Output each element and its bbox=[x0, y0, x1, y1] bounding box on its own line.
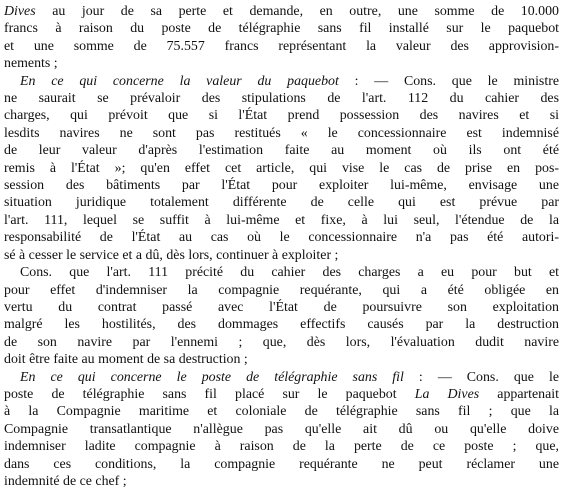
text-segment: au jour de sa perte et demande, en outre, une somme de 10.000 bbox=[35, 4, 559, 19]
text-segment: dans ces conditions, la compagnie requérante ne peut réclamer une bbox=[4, 456, 559, 472]
italic-text: En ce qui concerne le poste de télégraphie sans fil bbox=[20, 369, 404, 385]
text-segment: indemniser ladite compagnie à raison de la perte de ce poste ; que, bbox=[4, 439, 559, 455]
text-line bbox=[4, 160, 559, 177]
text-line bbox=[4, 177, 559, 194]
text-segment: indemnité de ce chef ; bbox=[4, 473, 127, 489]
text-line bbox=[4, 351, 559, 368]
text-line bbox=[4, 438, 559, 455]
text-segment: vertu du contrat passé avec l'État de poursuivre son exploitation bbox=[4, 299, 559, 315]
text-segment: : — Cons. que le bbox=[403, 369, 559, 385]
text-line bbox=[4, 264, 559, 281]
text-segment: charges, qui prévoit que si l'État prend possession des navires et si bbox=[4, 108, 559, 124]
text-segment: session des bâtiments par l'État pour exploiter lui-même, envisage une bbox=[4, 178, 559, 194]
paragraph bbox=[4, 264, 559, 368]
text-line bbox=[4, 107, 559, 124]
text-segment: remis à l'État »; qu'en effet cet article, qui vise le cas de prise en pos- bbox=[4, 160, 559, 176]
text-segment: responsabilité de l'État au cas où le concessionnaire n'a pas été autori- bbox=[4, 230, 559, 246]
text-line bbox=[4, 247, 559, 264]
text-line bbox=[4, 38, 559, 55]
text-segment: : — Cons. que le ministre bbox=[338, 73, 559, 89]
italic-text: La Dives bbox=[414, 386, 480, 402]
paragraph bbox=[4, 369, 559, 490]
paragraph bbox=[4, 73, 559, 264]
text-segment: de son navire par l'ennemi ; que, dès lors, l'évaluation dudit navire bbox=[4, 334, 559, 350]
text-line bbox=[4, 3, 559, 20]
text-line bbox=[4, 403, 559, 420]
text-line bbox=[4, 316, 559, 333]
italic-text: En ce qui concerne la valeur du paquebot bbox=[20, 73, 339, 89]
text-segment: sé à cesser le service et a dû, dès lors, continuer à exploiter ; bbox=[4, 247, 339, 263]
text-line bbox=[4, 421, 559, 438]
text-line bbox=[4, 212, 559, 229]
text-line bbox=[4, 55, 559, 72]
text-segment: lesdits navires ne sont pas restitués « le concessionnaire est indemnisé bbox=[4, 125, 559, 141]
text-segment: ne saurait se prévaloir des stipulations de l'art. 112 du cahier des bbox=[4, 91, 559, 107]
text-segment: l'art. 111, lequel se suffit à lui-même et fixe, à lui seul, l'étendue de la bbox=[4, 212, 559, 228]
italic-text: Dives bbox=[4, 4, 36, 19]
text-line bbox=[4, 194, 559, 211]
text-line bbox=[4, 142, 559, 159]
text-line bbox=[4, 73, 559, 90]
text-line bbox=[4, 473, 559, 490]
text-segment: francs à raison du poste de télégraphie sans fil installé sur le paquebot bbox=[4, 21, 559, 37]
text-segment: et une somme de 75.557 francs représentant la valeur des approvision- bbox=[4, 38, 559, 54]
text-line bbox=[4, 334, 559, 351]
paragraph bbox=[4, 3, 559, 73]
text-line bbox=[4, 299, 559, 316]
text-segment: de leur valeur d'après l'estimation faite au moment où ils ont été bbox=[4, 143, 559, 159]
text-segment: nements ; bbox=[4, 56, 58, 72]
text-segment: poste de télégraphie sans fil placé sur le paquebot bbox=[4, 386, 415, 402]
text-line bbox=[4, 369, 559, 386]
document-body bbox=[4, 3, 559, 490]
text-line bbox=[4, 125, 559, 142]
text-line bbox=[4, 386, 559, 403]
text-segment: appartenait bbox=[479, 386, 559, 402]
text-line bbox=[4, 282, 559, 299]
text-line bbox=[4, 229, 559, 246]
text-line bbox=[4, 20, 559, 37]
text-line bbox=[4, 90, 559, 107]
text-segment: malgré les hostilités, des dommages effectifs causés par la destruction bbox=[4, 317, 559, 333]
text-segment: à la Compagnie maritime et coloniale de télégraphie sans fil ; que la bbox=[4, 404, 559, 420]
text-line bbox=[4, 456, 559, 473]
text-segment: situation juridique totalement différente de celle qui est prévue par bbox=[4, 195, 559, 211]
text-segment: Cons. que l'art. 111 précité du cahier des charges a eu pour but et bbox=[20, 265, 559, 281]
text-segment: Compagnie transatlantique n'allègue pas qu'elle ait dû ou qu'elle doive bbox=[4, 421, 559, 437]
text-segment: pour effet d'indemniser la compagnie requérante, qui a été obligée en bbox=[4, 282, 559, 298]
text-segment: doit être faite au moment de sa destruction ; bbox=[4, 352, 248, 368]
